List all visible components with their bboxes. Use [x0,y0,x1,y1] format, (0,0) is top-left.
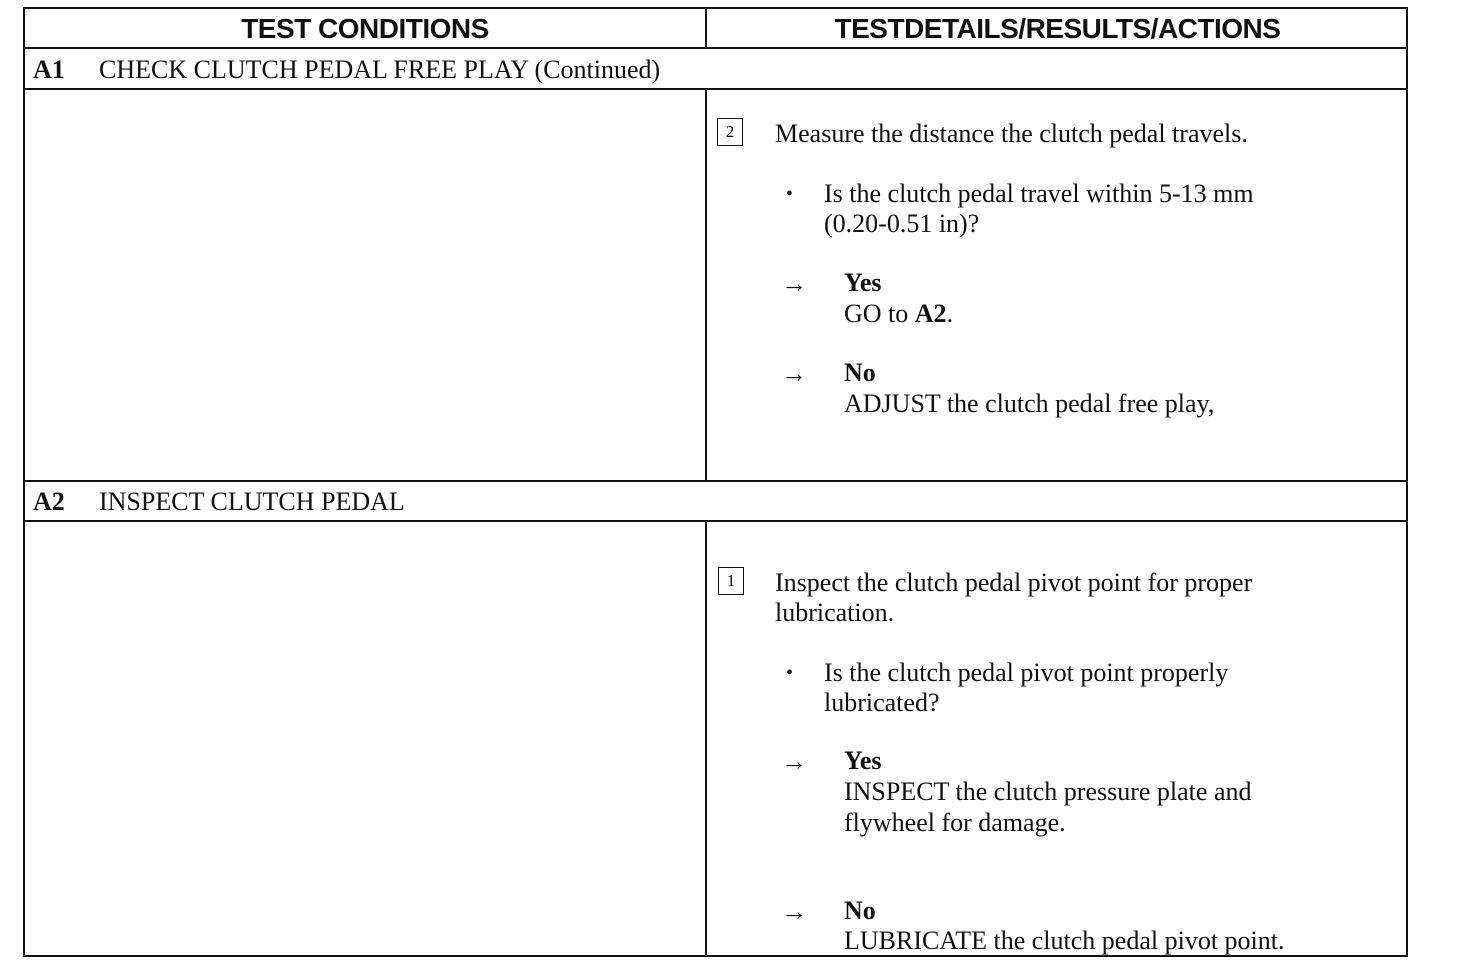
step-question-line: Is the clutch pedal pivot point properly [824,658,1229,687]
step-instruction-line: lubrication. [775,598,895,627]
section-title-text: CHECK CLUTCH PEDAL FREE PLAY (Continued) [99,55,661,84]
a2-top-divider [25,480,1406,482]
arrow-right-icon: → [781,359,807,388]
yes-action-prefix: GO to [844,299,915,328]
arrow-right-icon: → [781,269,807,298]
arrow-right-icon: → [781,747,807,776]
bullet-icon: • [786,662,794,684]
no-action: LUBRICATE the clutch pedal pivot point. [844,926,1285,955]
section-title-a1 [33,51,660,89]
section-title-a2 [33,483,405,521]
section-title-text: INSPECT CLUTCH PEDAL [99,487,405,516]
step-question-line: (0.20-0.51 in)? [824,209,980,238]
step-number-box: 1 [718,567,744,595]
a2-column-divider [705,521,707,957]
step-question-line: Is the clutch pedal travel within 5-13 mm [824,179,1254,208]
no-action: ADJUST the clutch pedal free play, [844,389,1215,418]
arrow-right-icon: → [781,897,807,926]
step-instruction: Measure the distance the clutch pedal travels. [775,119,1248,148]
yes-label: Yes [844,268,882,297]
diagnostic-table [23,7,1408,957]
section-code: A2 [33,487,65,516]
yes-action [844,299,953,329]
yes-action-ref: A2 [914,299,947,328]
a1-column-divider [705,89,707,481]
step-question-line: lubricated? [824,688,940,717]
header-test-details: TESTDETAILS/RESULTS/ACTIONS [834,13,1281,44]
step-instruction-line: Inspect the clutch pedal pivot point for proper [775,568,1253,597]
no-label: No [844,896,876,925]
yes-label: Yes [844,746,882,775]
yes-action-line: INSPECT the clutch pressure plate and [844,777,1252,806]
section-code: A1 [33,55,65,84]
step-number-box: 2 [717,118,743,146]
header-test-conditions: TEST CONDITIONS [241,13,489,44]
yes-action-line: flywheel for damage. [844,808,1066,837]
yes-action-suffix: . [946,299,954,328]
no-label: No [844,358,876,387]
bullet-icon: • [786,183,794,205]
